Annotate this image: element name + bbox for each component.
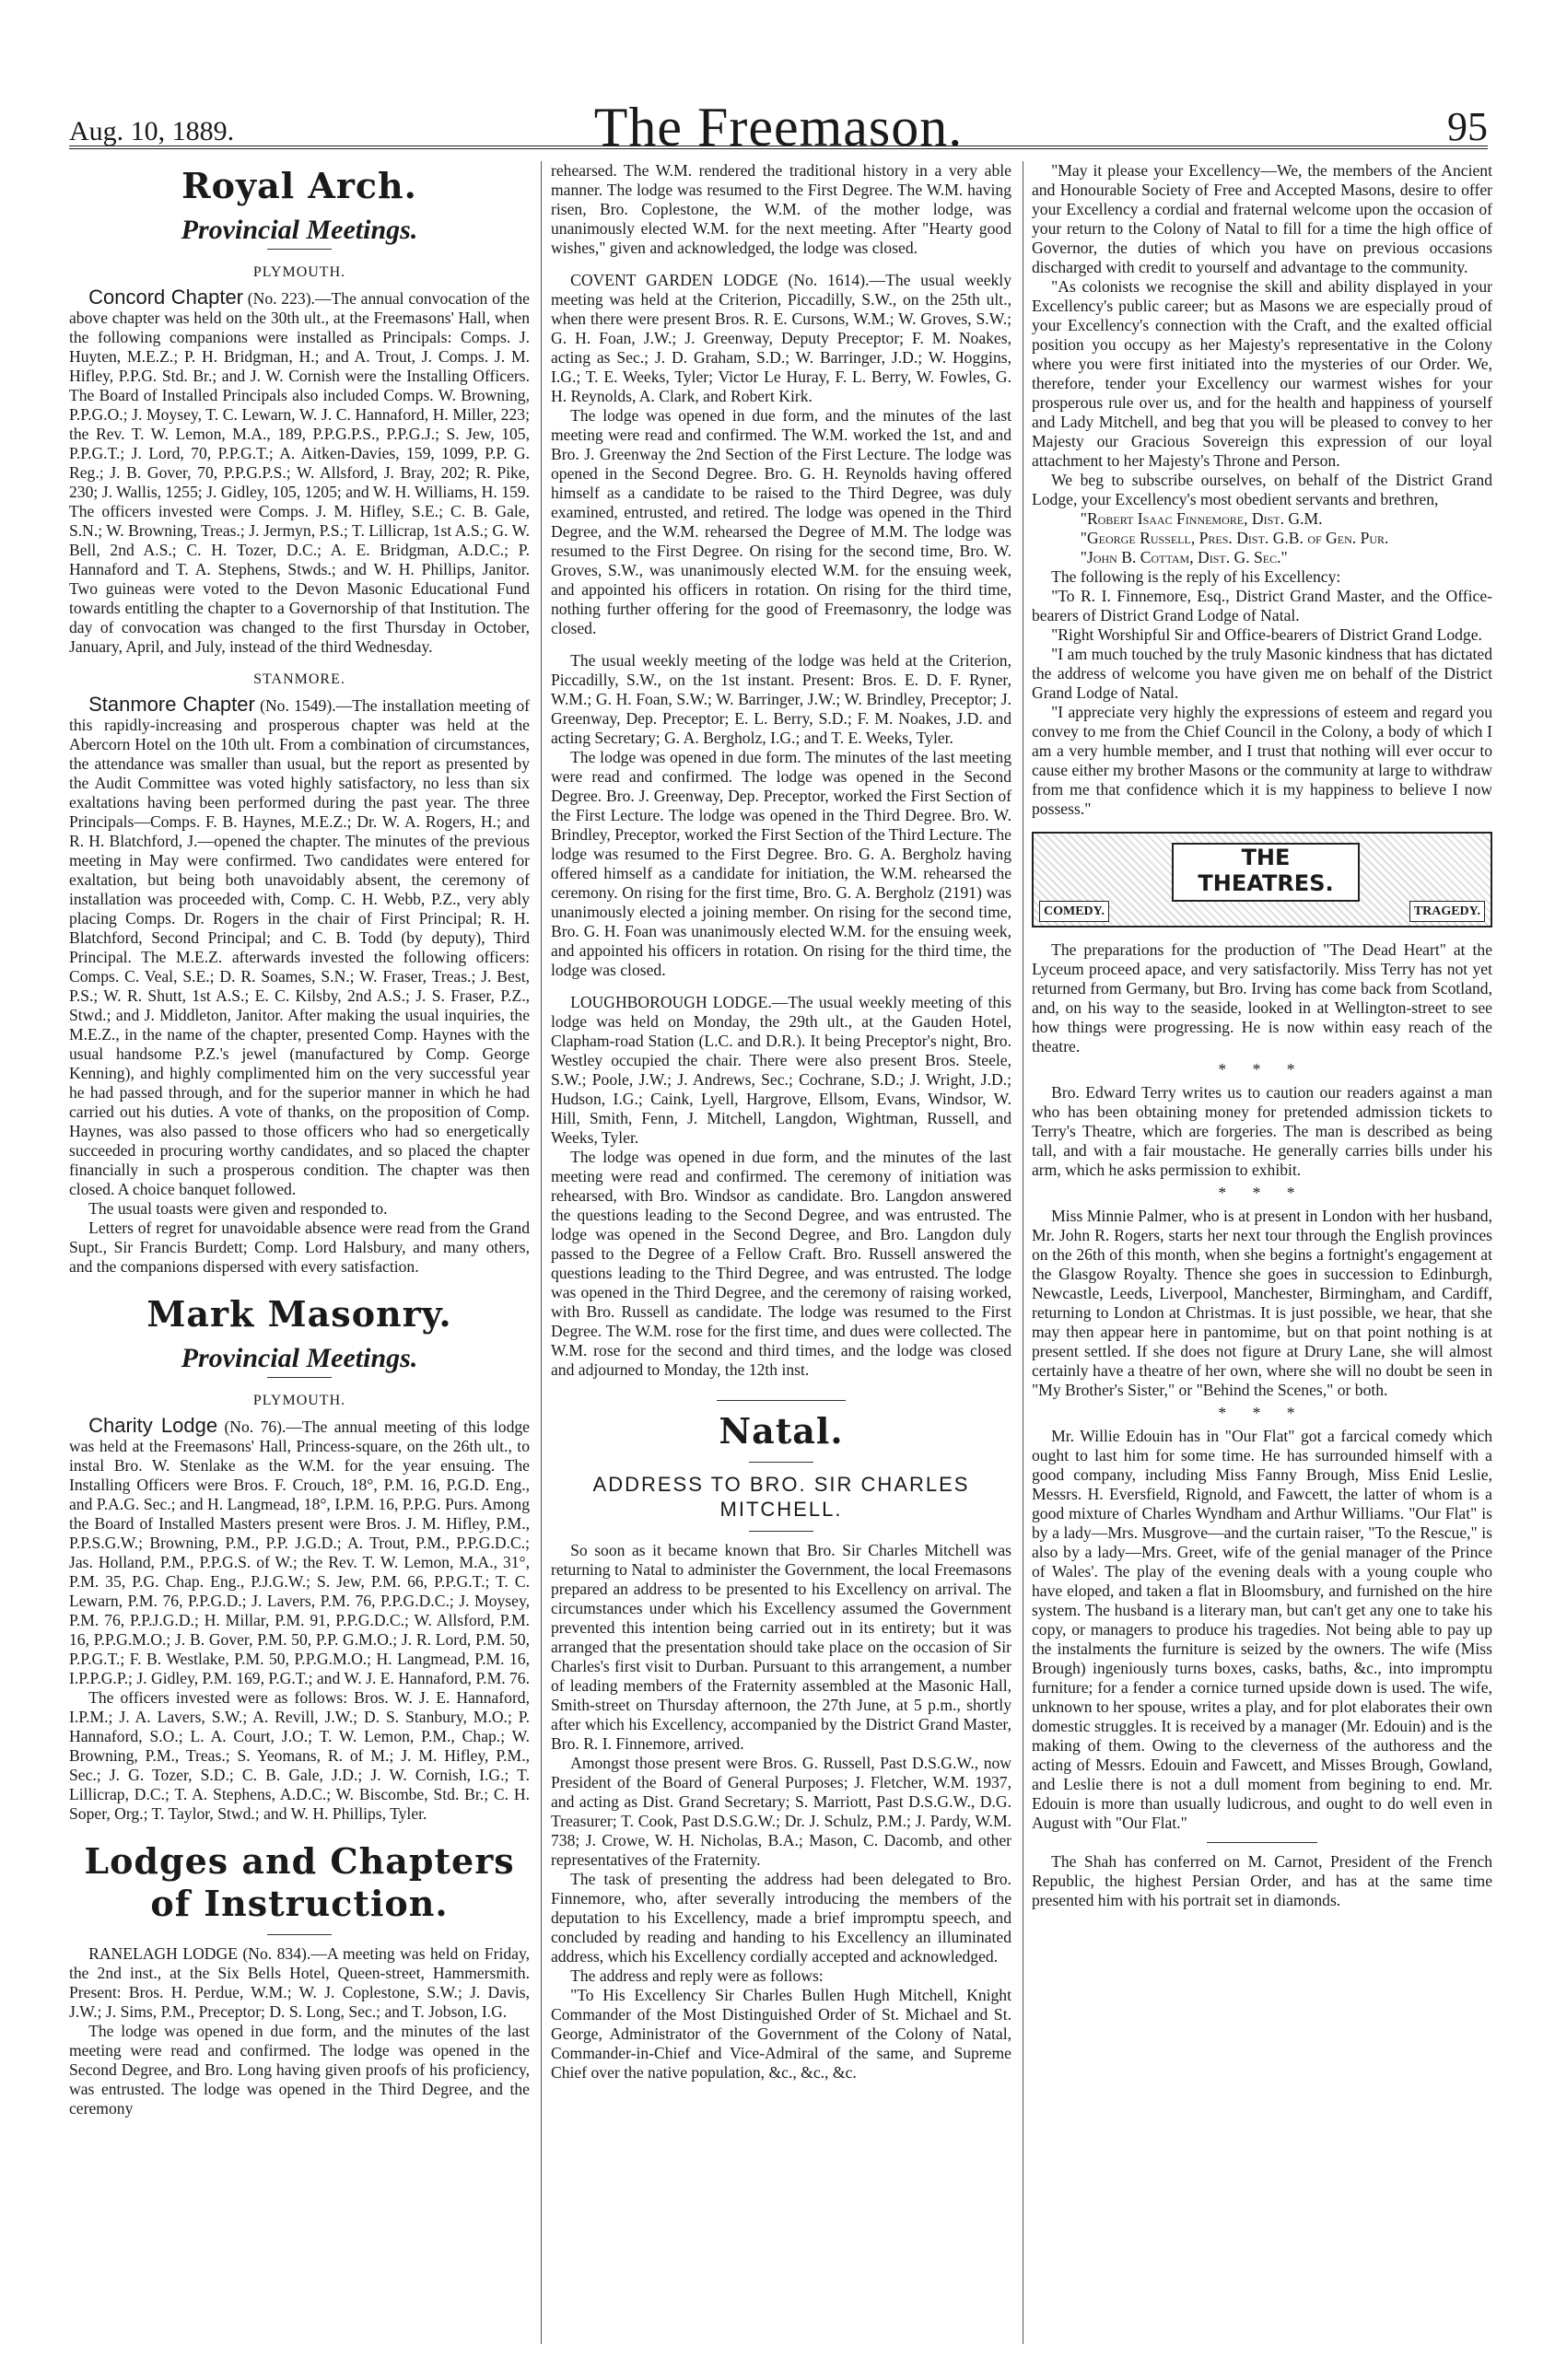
divider: [267, 1377, 332, 1378]
issue-date: Aug. 10, 1889.: [69, 116, 235, 146]
lead-in: Concord Chapter: [88, 286, 244, 309]
banner-label-comedy: COMEDY.: [1039, 901, 1109, 922]
article-paragraph: The lodge was opened in due form, and the minutes of the last meeting were read and confirmed. The ceremony of initiation was rehearsed, with Bro. Windsor as candidate. Bro. Langdon answered the questions leading to the Second Degree, and was entrusted. The lodge was opened in the Second Degree, and Bro. Langdon duly passed to the Degree of a Fellow Craft. Bro. Russell answered the questions leading to the Third Degree, and was entrusted. The lodge was opened in the Third Degree, and the ceremony of raising worked, with Bro. Russell as candidate. The lodge was resumed to the First Degree. The W.M. rose for the first time, and dues were collected. The W.M. rose for the second and third times, and the lodge was closed and adjourned to Monday, the 12th inst.: [551, 1148, 1011, 1379]
article-paragraph: Stanmore Chapter (No. 1549).—The installation meeting of this rapidly-increasing and prosperous chapter was held at the Abercorn Hotel on the 10th ult. From a combination of circumstances, the attendance was smaller than usual, but the report as presented by the Audit Committee was voted highly satisfactory, no less than six exaltations having been performed during the past year. The three Principals—Comps. F. B. Haynes, M.E.Z.; Dr. W. A. Rogers, H.; and R. H. Blatchford, J.—opened the chapter. The minutes of the previous meeting in May were confirmed. Two candidates were entered for exaltation, but being both unavoidably absent, the ceremony of installation was proceeded with, Comp. C. H. Webb, P.Z., very ably placing Comps. Dr. Rogers in the chair of First Principal; R. H. Blatchford, Second Principal; and C. B. Todd (by deputy), Third Principal. The M.E.Z. afterwards invested the following officers: Comps. C. Veal, S.E.; D. R. Soames, S.N.; W. Fraser, Treas.; J. Best, P.S.; W. R. Shutt, 1st A.S.; E. C. Kilsby, 2nd A.S.; J. S. Fraser, P.Z., Stwd.; and J. Middleton, Janitor. After making the usual inquiries, the M.E.Z., in the name of the chapter, presented Comp. Haynes with the usual handsome P.Z.'s jewel (manufactured by Comp. George Kenning), and highly complimented him on the very successful year he had passed through, and for the superior manner in which he had carried out his duties. A vote of thanks, on the proposition of Comp. Haynes, was also passed to those officers who had so energetically succeeded in procuring worthy candidates, and so placed the chapter financially in such a prosperous condition. The chapter was then closed. A choice banquet followed.: [69, 693, 530, 1198]
article-paragraph: Bro. Edward Terry writes us to caution our readers against a man who has been obtaining money for pretended admission tickets to Terry's Theatre, which are forgeries. The man is described as being tall, and with a fair moustache. He generally carries bills under his arm, which he asks permission to exhibit.: [1032, 1083, 1492, 1179]
lead-in: Stanmore Chapter: [88, 693, 255, 716]
section-lodges-instruction: Lodges and Chapters of Instruction.: [84, 1840, 515, 1924]
page-header: [69, 76, 1488, 158]
divider: [749, 1462, 813, 1463]
lead-in: Charity Lodge: [88, 1414, 218, 1437]
article-paragraph: "I appreciate very highly the expressions of esteem and regard you convey to me from the Chief Council in the Colony, a body of which I am a very humble member, and I trust that nothing will ever occur to cause either my brother Masons or the community at large to withdraw from me that confidence which it is my happiness to believe I now possess.": [1032, 703, 1492, 818]
divider: [749, 1531, 813, 1532]
page-number: 95: [1447, 104, 1488, 149]
divider: [717, 1400, 846, 1401]
subhead-provincial: Provincial Meetings.: [181, 215, 418, 245]
column-2: [551, 161, 1011, 2082]
signature-line: "Robert Isaac Finnemore, Dist. G.M.: [1080, 509, 1323, 528]
section-mark-masonry: Mark Masonry.: [146, 1293, 452, 1335]
article-paragraph: The following is the reply of his Excellency:: [1051, 567, 1341, 586]
article-paragraph: The preparations for the production of "The Dead Heart" at the Lyceum proceed apace, and very satisfactorily. Miss Terry has not yet returned from Germany, but Bro. Irving has come back from Scotland, and, on his way to the seaside, looked in at Wellington-street to see how things were progressing. He is now within easy reach of the theatre.: [1032, 940, 1492, 1056]
article-paragraph: We beg to subscribe ourselves, on behalf of the District Grand Lodge, your Excellency's most obedient servants and brethren,: [1032, 471, 1492, 508]
subhead-provincial: Provincial Meetings.: [181, 1343, 418, 1373]
column-divider: [541, 161, 542, 2344]
article-paragraph: COVENT GARDEN LODGE (No. 1614).—The usual weekly meeting was held at the Criterion, Piccadilly, S.W., on the 25th ult., when there were present Bros. R. E. Cursons, W.M.; W. Groves, S.W.; G. H. Foan, J.W.; J. Greenway, Deputy Preceptor; F. M. Noakes, acting as Sec.; J. D. Graham, S.D.; W. Barringer, J.D.; W. Hoggins, I.G.; T. E. Weeks, Tyler; Victor Le Huray, F. L. Berry, W. Fowles, G. H. Reynolds, A. Clark, and Robert Kirk.: [551, 271, 1011, 405]
article-paragraph: The lodge was opened in due form, and the minutes of the last meeting were read and confirmed. The lodge was opened in the Second Degree, and Bro. Long having given proofs of his proficiency, was entrusted. The lodge was opened in the Third Degree, and the ceremony: [69, 2022, 530, 2118]
article-paragraph: rehearsed. The W.M. rendered the traditional history in a very able manner. The lodge was resumed to the First Degree. The W.M. having risen, Bro. Coplestone, the W.M. of the mother lodge, was unanimously elected W.M. for the next meeting. After "Hearty good wishes," given and acknowledged, the lodge was closed.: [551, 161, 1011, 257]
article-paragraph: The usual toasts were given and responded to.: [88, 1199, 388, 1218]
article-paragraph: "Right Worshipful Sir and Office-bearers of District Grand Lodge.: [1051, 625, 1482, 644]
place-heading: PLYMOUTH.: [252, 1393, 346, 1408]
article-paragraph: The Shah has conferred on M. Carnot, President of the French Republic, the highest Persian Order, and has at the same time presented him with his portrait set in diamonds.: [1032, 1852, 1492, 1909]
article-paragraph: Amongst those present were Bros. G. Russell, Past D.S.G.W., now President of the Board of General Purposes; J. Fletcher, W.M. 1937, and acting as Dist. Grand Secretary; S. Marriott, Past D.S.G.W., D.G. Treasurer; T. Cook, Past D.S.G.W.; Dr. J. Schulz, P.M.; J. Pardy, W.M. 738; J. Crowe, W. H. Nicholas, B.A.; Mason, C. Dacomb, and other representatives of the Fraternity.: [551, 1754, 1011, 1869]
divider: [1207, 1842, 1317, 1843]
article-paragraph: "To R. I. Finnemore, Esq., District Grand Master, and the Office-bearers of District Grand Lodge of Natal.: [1032, 587, 1492, 624]
banner-label-tragedy: TRAGEDY.: [1409, 901, 1485, 922]
place-heading: STANMORE.: [253, 671, 345, 687]
article-paragraph: "May it please your Excellency—We, the members of the Ancient and Honourable Society of Free and Accepted Masons, desire to offer your Excellency a cordial and fraternal welcome upon the occasion of your return to the Colony of Natal to fill for a time the high office of Governor, the duties of which you have on previous occasions discharged with credit to yourself and advantage to the community.: [1032, 161, 1492, 276]
article-paragraph: Mr. Willie Edouin has in "Our Flat" got a farcical comedy which ought to last him for some time. He has surrounded himself with a good company, including Miss Fanny Brough, Miss Enid Leslie, Messrs. H. Eversfield, Rignold, and Fawcett, the latter of whom is a good mixture of Charles Wyndham and Arthur Williams. "Our Flat" is by a lady—Mrs. Musgrove—and the curtain raiser, "To the Rescue," is also by a lady—Mrs. Greet, wife of the genial manager of the Prince of Wales'. The play of the evening deals with a young couple who have eloped, and taken a flat in Bloomsbury, and furnished on the hire system. The husband is a literary man, but can't get any one to take his copy, or managers to produce his tragedies. Not being able to pay up the instalments the furniture is seized by the owners. The wife (Miss Brough) ingeniously turns boxes, casks, baths, &c., into impromptu furniture; for a fender a cornice turned upside down is used. The wife, unknown to her spouse, writes a play, and for plot elaborates their own domestic struggles. It is received by a manager (Mr. Edouin) and is the making of them. Owing to the cleverness of the authoress and the acting of Messrs. Edouin and Fawcett, and Misses Brough, Gowland, and Leslie there is not a dull moment from begining to end. Mr. Edouin is more than usually ludicrous, and ought to do well even in August with "Our Flat.": [1032, 1427, 1492, 1832]
section-natal: Natal.: [719, 1410, 844, 1452]
article-paragraph: Concord Chapter (No. 223).—The annual convocation of the above chapter was held on the 30th ult., at the Freemasons' Hall, when the following companions were installed as Principals: Comps. J. Huyten, M.E.Z.; P. H. Bridgman, H.; and A. Trout, J. Comps. J. M. Hifley, P.P.G. Std. Br.; and J. W. Cornish were the Installing Officers. The Board of Installed Principals also included Comps. W. Browning, P.P.G.O.; J. Moysey, T. C. Lewarn, W. J. C. Hannaford, H. Miller, 223; the Rev. T. W. Lemon, M.A., 189, P.P.G.P.S., P.P.G.J.; S. Jew, 105, P.P.G.T.; J. Lord, 70, P.P.G.T.; A. Aitken-Davies, 159, 1099, P.P. G. Reg.; J. B. Gover, 70, P.P.G.P.S.; W. Allsford, J. Bray, 202; R. Pike, 230; J. Wallis, 1255; J. Gidley, 105, 1205; and W. H. Williams, H. 159. The officers invested were Comps. J. M. Hifley, S.E.; C. B. Gale, S.N.; W. Browning, Treas.; J. Jermyn, P.S.; T. Lillicrap, 1st A.S.; G. W. Bell, 2nd A.S.; C. H. Tozer, D.C.; A. E. Bridgman, A.D.C.; P. Hannaford and T. A. Stephens, Stwds.; and W. H. Phillips, Janitor. Two guineas were voted to the Devon Masonic Educational Fund towards entitling the chapter to a Governorship of that Institution. The day of convocation was changed to the first Thursday in October, January, April, and July, instead of the third Wednesday.: [69, 286, 530, 656]
article-paragraph: Letters of regret for unavoidable absence were read from the Grand Supt., Sir Francis Burdett; Comp. Lord Halsbury, and many others, and the companions dispersed with every satisfaction.: [69, 1219, 530, 1276]
article-paragraph: The officers invested were as follows: Bros. W. J. E. Hannaford, I.P.M.; J. A. Lavers, S.W.; A. Revill, J.W.; D. S. Stanbury, M.O.; P. Hannaford, S.O.; L. A. Court, J.O.; T. W. Lemon, P.M., Chap.; W. Browning, P.M., Treas.; S. Yeomans, R. of M.; J. M. Hifley, P.M., Sec.; J. G. Tozer, S.D.; C. B. Gale, J.D.; J. W. Cornish, I.G.; T. Lillicrap, D.C.; T. A. Stephens, A.D.C.; W. Biscombe, Std. Br.; C. H. Soper, Org.; T. Taylor, Stwd.; and W. H. Phillips, Tyler.: [69, 1688, 530, 1823]
theatres-banner-image: [1032, 832, 1492, 928]
banner-title: THE THEATRES.: [1172, 843, 1360, 902]
divider: [267, 249, 332, 250]
article-paragraph: The task of presenting the address had been delegated to Bro. Finnemore, who, after severally introducing the members of the deputation to his Excellency, made a brief impromptu speech, and concluded by reading and handing to his Excellency an illuminated address, which his Excellency cordially accepted and acknowledged.: [551, 1870, 1011, 1966]
article-paragraph: "To His Excellency Sir Charles Bullen Hugh Mitchell, Knight Commander of the Most Distinguished Order of St. Michael and St. George, Administrator of the Government of the Colony of Natal, Commander-in-Chief and Vice-Admiral of the same, and Supreme Chief over the native population, &c., &c., &c.: [551, 1986, 1011, 2082]
article-paragraph: The lodge was opened in due form. The minutes of the last meeting were read and confirmed. The lodge was opened in the Second Degree. Bro. J. Greenway, Dep. Preceptor, worked the First Section of the First Lecture. The lodge was opened in the Third Degree. Bro. W. Brindley, Preceptor, worked the First Section of the Third Lecture. The lodge was resumed to the First Degree. Bro. G. A. Bergholz having offered himself as a candidate for initiation, the W.M. rehearsed the ceremony. On rising for the first time, Bro. G. A. Bergholz (2191) was unanimously elected a joining member. On rising for the second time, Bro. G. H. Foan was unanimously elected W.M. for the ensuing week, and appointed his officers in rotation. On rising for the third time, the lodge was closed.: [551, 748, 1011, 979]
masthead-title: The Freemason.: [593, 97, 964, 158]
separator-stars: * * *: [1218, 1060, 1306, 1079]
column-3: [1032, 161, 1492, 1910]
signature-line: "George Russell, Pres. Dist. G.B. of Gen. Pur.: [1080, 529, 1389, 547]
article-paragraph: Miss Minnie Palmer, who is at present in London with her husband, Mr. John R. Rogers, starts her next tour through the English provinces on the 26th of this month, when she begins a fortnight's engagement at the Glasgow Royalty. Thence she goes in succession to Edinburgh, Newcastle, Leeds, Liverpool, Manchester, Birmingham, and Cardiff, returning to London at Christmas. It is just possible, we hear, that she may then appear here in pantomime, but on that point nothing is at present settled. If she does not figure at Drury Lane, she will almost certainly have a theatre of her own, where she will no doubt be seen in "My Brother's Sister," or "Behind the Scenes," or both.: [1032, 1207, 1492, 1399]
signature-line: "John B. Cottam, Dist. G. Sec.": [1080, 548, 1288, 566]
article-paragraph: The address and reply were as follows:: [570, 1966, 824, 1985]
column-1: [69, 161, 530, 2118]
separator-stars: * * *: [1218, 1184, 1306, 1202]
section-royal-arch: Royal Arch.: [181, 165, 417, 206]
divider: [267, 1934, 332, 1935]
article-paragraph: "As colonists we recognise the skill and ability displayed in your Excellency's public career; but as Masons we are especially proud of your Excellency's connection with the Craft, and the exalted official position you occupy as her Majesty's representative in the Colony where you were first initiated into the mysteries of our Order. We, therefore, tender your Excellency our warmest wishes for your prosperous rule over us, and for the health and happiness of yourself and Lady Mitchell, and beg that you will be pleased to convey to her Majesty our Gracious Sovereign this expression of our loyal attachment to her Majesty's Throne and Person.: [1032, 277, 1492, 470]
article-paragraph: The lodge was opened in due form, and the minutes of the last meeting were read and confirmed. The W.M. worked the 1st, and and Bro. J. Greenway the 2nd Section of the First Lecture. The lodge was opened in the Second Degree. Bro. G. H. Reynolds having offered himself as a candidate to be raised to the Third Degree, was duly examined, entrusted, and retired. The lodge was opened in the Third Degree, and the W.M. rehearsed the Degree of M.M. The lodge was resumed to the First Degree. On rising for the second time, Bro. W. Groves, S.W., was unanimously elected W.M. for the ensuing week, and appointed his officers in rotation. On rising for the third time, nothing further offering for the good of Freemasonry, the lodge was closed.: [551, 406, 1011, 637]
article-paragraph: RANELAGH LODGE (No. 834).—A meeting was held on Friday, the 2nd inst., at the Six Bells Hotel, Queen-street, Hammersmith. Present: Bros. H. Perdue, W.M.; W. J. Coplestone, S.W.; J. Davis, J.W.; J. Sims, P.M., Preceptor; D. S. Long, Sec.; and T. Jobson, I.G.: [69, 1944, 530, 2021]
separator-stars: * * *: [1218, 1404, 1306, 1422]
place-heading: PLYMOUTH.: [252, 264, 346, 280]
article-paragraph: LOUGHBOROUGH LODGE.—The usual weekly meeting of this lodge was held on Monday, the 29th ult., at the Gauden Hotel, Clapham-road Station (L.C. and D.R.). It being Preceptor's night, Bro. Westley occupied the chair. There were also present Bros. Steele, S.W.; Poole, J.W.; J. Andrews, Sec.; Cochrane, S.D.; J. Wright, J.D.; Hudson, I.G.; Caink, Lyell, Hargrove, Ellsom, Evans, Windsor, W. Hill, Smith, Fenn, J. Mitchell, Langdon, Wightman, Russell, and Weeks, Tyler.: [551, 993, 1011, 1147]
article-headline: ADDRESS TO BRO. SIR CHARLES MITCHELL.: [592, 1473, 970, 1521]
article-paragraph: So soon as it became known that Bro. Sir Charles Mitchell was returning to Natal to administer the Government, the local Freemasons prepared an address to be presented to his Excellency on arrival. The circumstances under which his Excellency assumed the Government prevented this intention being carried out in its entirety; but it was arranged that the presentation should take place on the occasion of Sir Charles's first visit to Durban. Pursuant to this arrangement, a number of leading members of the Fraternity assembled at the Masonic Hall, Smith-street on Thursday afternoon, the 27th June, at 5 p.m., shortly after which his Excellency, accompanied by the District Grand Master, Bro. R. I. Finnemore, arrived.: [551, 1541, 1011, 1753]
header-rule: [69, 146, 1488, 149]
article-paragraph: Charity Lodge (No. 76).—The annual meeting of this lodge was held at the Freemasons' Hall, Princess-square, on the 26th ult., to instal Bro. W. Stenlake as the W.M. for the year ensuing. The Installing Officers were Bros. F. Crouch, 18°, P.M. 16, P.G.D. Eng., and P.A.G. Sec.; and H. Langmead, 18°, I.P.M. 16, P.P.G. Purs. Among the Board of Installed Masters present were Bros. J. M. Hifley, P.M., P.P.S.G.W.; Browning, P.M., P.P. J.G.D.; A. Trout, P.M., P.P.G.D.C.; Jas. Holland, P.M., P.P.G.S. of W.; the Rev. T. W. Lemon, M.A., 31°, P.M. 35, P.G. Chap. Eng., P.J.G.W.; S. Jew, P.M. 66, P.P.G.T.; T. C. Lewarn, P.M. 76, P.P.G.D.; J. Lavers, P.M. 76, P.P.G.D.C.; J. Moysey, P.M. 76, P.P.J.G.D.; H. Millar, P.M. 91, P.P.G.D.C.; W. Allsford, P.M. 16, P.P.G.M.O.; J. B. Gover, P.M. 50, P.P. G.M.O.; J. R. Lord, P.M. 50, P.P.G.T.; F. B. Westlake, P.M. 50, P.P.G.M.O.; H. Langmead, P.M. 16, I.P.P.G.P.; J. Gidley, P.M. 169, P.G.T.; and W. J. E. Hannaford, P.M. 76.: [69, 1414, 530, 1687]
article-paragraph: "I am much touched by the truly Masonic kindness that has dictated the address of welcome you have given me on behalf of the District Grand Lodge of Natal.: [1032, 645, 1492, 702]
article-paragraph: The usual weekly meeting of the lodge was held at the Criterion, Piccadilly, S.W., on the 1st instant. Present: Bros. E. D. F. Ryner, W.M.; G. H. Foan, S.W.; W. Barringer, J.W.; W. Brindley, Preceptor; J. Greenway, Dep. Preceptor; E. L. Berry, S.D.; F. M. Noakes, J.D. and acting Secretary; G. A. Bergholz, I.G.; and T. E. Weeks, Tyler.: [551, 651, 1011, 747]
